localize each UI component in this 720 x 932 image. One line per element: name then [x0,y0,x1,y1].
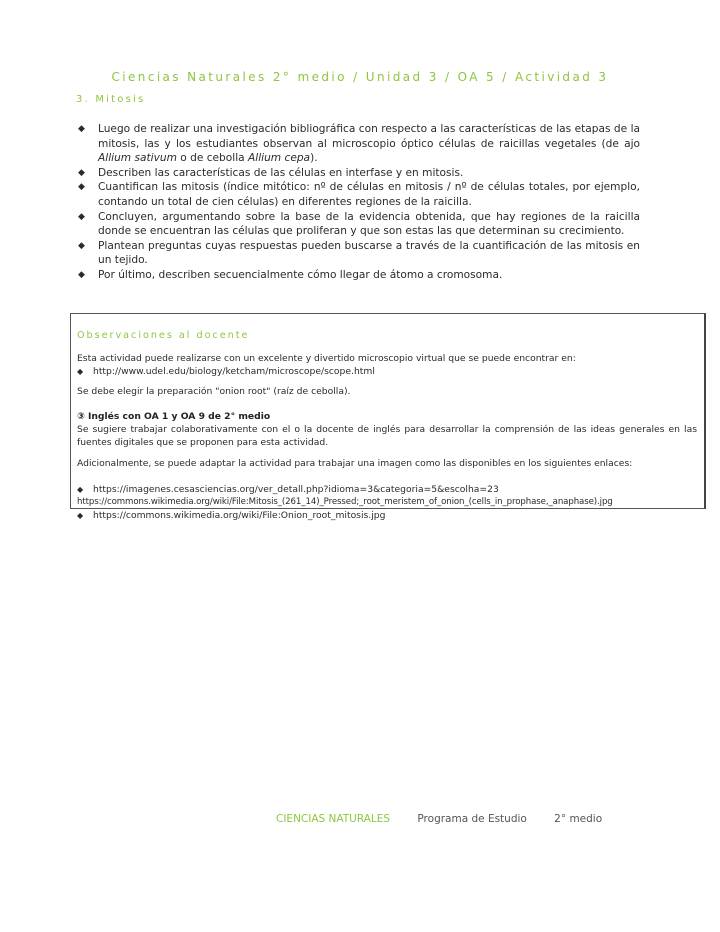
bullet-item: ◆ Cuantifican las mitosis (índice mitótico: nº de células en mitosis / nº de células totales, por ejemplo, contando un total de cien células) en diferentes regiones de la raicilla. [78,181,640,208]
bullet-icon: ◆ [78,124,85,134]
footer-grade: 2° medio [554,813,603,825]
bullet-icon: ◆ [78,211,85,222]
notes-intro: Esta actividad puede realizarse con un excelente y divertido microscopio virtual que se puede encontrar en: [77,353,576,364]
bullet-item: ◆ Concluyen, argumentando sobre la base de la evidencia obtenida, que hay regiones de la raicilla donde se encuentran las células que proliferan y que son estas las que determinan su crecimiento. [78,210,640,238]
bullet-item: ◆ Por último, describen secuencialmente cómo llegar de átomo a cromosoma. [78,268,503,281]
bullet-item: ◆ Luego de realizar una investigación bibliográfica con respecto a las características de las etapas de la mitosis, las y los estudiantes observan al microscopio óptico células de raicillas vegetales (de ajo Allium sativum o de cebolla Allium cepa). [78,123,640,165]
notes-link-onion-root[interactable]: ◆ https://commons.wikimedia.org/wiki/File:Onion_root_mitosis.jpg [77,510,386,521]
notes-english-heading: ③ Inglés con OA 1 y OA 9 de 2° medio [77,411,271,422]
teacher-notes-title: Observaciones al docente [77,330,250,341]
bullet-icon: ◆ [77,367,84,376]
teacher-notes-box [70,313,706,521]
activity-bullet-list [76,122,640,283]
bullet-item: ◆ Describen las características de las células en interfase y en mitosis. [78,166,464,179]
bullet-icon: ◆ [78,182,85,193]
bullet-item: ◆ Plantean preguntas cuyas respuestas pueden buscarse a través de la cuantificación de las mitosis en un tejido. [78,239,640,267]
bullet-icon: ◆ [77,485,84,494]
notes-additional: Adicionalmente, se puede adaptar la actividad para trabajar una imagen como las disponibles en los siguientes enlaces: [77,458,633,469]
page-footer [276,813,602,825]
notes-link-images[interactable]: ◆ https://imagenes.cesasciencias.org/ver_detall.php?idioma=3&categoria=5&escolha=23 [77,484,499,495]
page-header-title: Ciencias Naturales 2° medio / Unidad 3 / OA 5 / Actividad 3 [111,70,609,84]
notes-link-microscope[interactable]: ◆ http://www.udel.edu/biology/ketcham/microscope/scope.html [77,366,375,377]
bullet-icon: ◆ [77,511,84,520]
footer-program: Programa de Estudio [417,813,527,825]
bullet-icon: ◆ [78,240,85,251]
bullet-icon: ◆ [78,269,85,280]
section-title: 3. Mitosis [76,94,146,105]
footer-subject: CIENCIAS NATURALES [276,813,391,825]
notes-english-text: Se sugiere trabajar colaborativamente con el o la docente de inglés para desarrollar la comprensión de las ideas generales en las fuentes digitales que se proponen para esta actividad. [77,424,697,448]
bullet-icon: ◆ [78,167,85,178]
notes-link-mitosis-image[interactable]: https://commons.wikimedia.org/wiki/File:Mitosis_(261_14)_Pressed;_root_meristem_of_onion_(cells_in_prophase,_anaphase).jpg [77,497,613,507]
notes-preparation: Se debe elegir la preparación "onion root" (raíz de cebolla). [77,386,351,397]
